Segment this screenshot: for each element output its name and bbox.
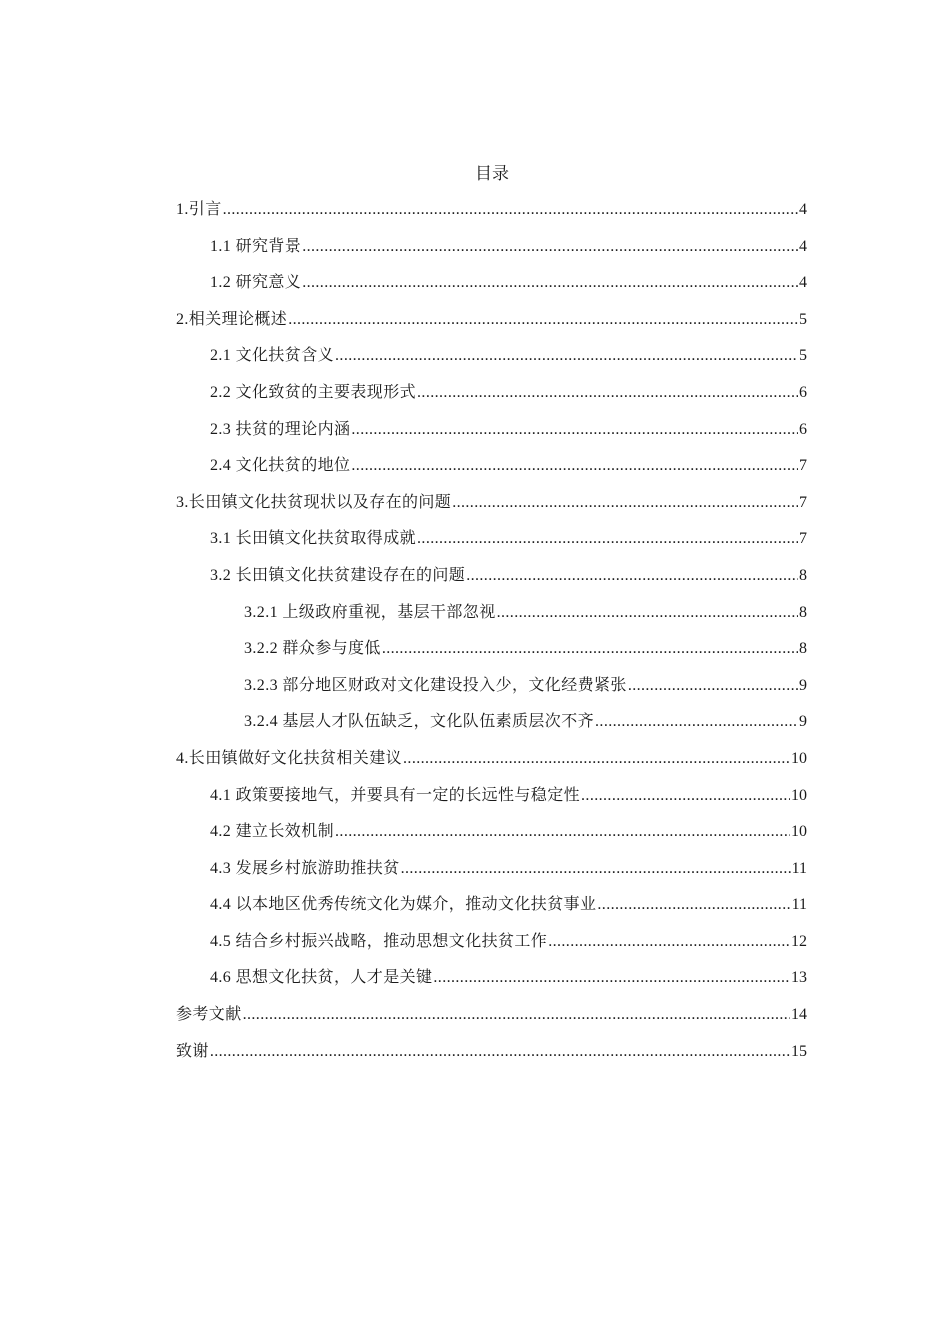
dot-leader bbox=[466, 562, 798, 590]
toc-entry-label: 3.1 长田镇文化扶贫取得成就 bbox=[210, 530, 417, 548]
toc-entry[interactable] bbox=[176, 562, 807, 599]
dot-leader bbox=[401, 855, 791, 883]
toc-entry-label: 4.2 建立长效机制 bbox=[210, 823, 335, 841]
toc-entry[interactable] bbox=[176, 964, 807, 1001]
toc-entry-page: 7 bbox=[799, 457, 807, 475]
toc-entry[interactable] bbox=[176, 818, 807, 855]
toc-entry[interactable] bbox=[176, 269, 807, 306]
dot-leader bbox=[223, 196, 798, 224]
dot-leader bbox=[433, 964, 790, 992]
toc-entry-page: 4 bbox=[799, 237, 807, 255]
toc-entry-label: 3.2.2 群众参与度低 bbox=[244, 640, 381, 658]
toc-entry[interactable] bbox=[176, 1038, 807, 1075]
toc-entry[interactable] bbox=[176, 489, 807, 526]
toc-entry-page: 11 bbox=[791, 859, 807, 877]
dot-leader bbox=[382, 635, 798, 663]
toc-entry[interactable] bbox=[176, 599, 807, 636]
toc-entry-page: 8 bbox=[799, 603, 807, 621]
toc-entry-label: 2.1 文化扶贫含义 bbox=[210, 347, 335, 365]
toc-entry-page: 10 bbox=[791, 749, 807, 767]
toc-entry-label: 4.6 思想文化扶贫，人才是关键 bbox=[210, 969, 433, 987]
dot-leader bbox=[628, 672, 798, 700]
toc-entry-label: 3.2.3 部分地区财政对文化建设投入少，文化经费紧张 bbox=[244, 676, 627, 694]
toc-entry-page: 5 bbox=[799, 347, 807, 365]
toc-entry[interactable] bbox=[176, 233, 807, 270]
toc-entry-page: 8 bbox=[799, 566, 807, 584]
toc-entry-page: 6 bbox=[799, 383, 807, 401]
toc-entry-page: 4 bbox=[799, 274, 807, 292]
toc-entry-page: 10 bbox=[791, 786, 807, 804]
dot-leader bbox=[335, 818, 790, 846]
toc-entry[interactable] bbox=[176, 379, 807, 416]
toc-entry[interactable] bbox=[176, 306, 807, 343]
toc-entry-page: 11 bbox=[791, 896, 807, 914]
toc-entry-page: 14 bbox=[791, 1006, 807, 1024]
toc-entry-label: 2.相关理论概述 bbox=[176, 310, 288, 328]
dot-leader bbox=[351, 416, 798, 444]
dot-leader bbox=[548, 928, 790, 956]
toc-entry-page: 13 bbox=[791, 969, 807, 987]
dot-leader bbox=[403, 745, 790, 773]
toc-entry-label: 3.长田镇文化扶贫现状以及存在的问题 bbox=[176, 493, 452, 511]
toc-entry-label: 4.5 结合乡村振兴战略，推动思想文化扶贫工作 bbox=[210, 932, 548, 950]
dot-leader bbox=[351, 452, 798, 480]
toc-entry[interactable] bbox=[176, 855, 807, 892]
toc-entry[interactable] bbox=[176, 745, 807, 782]
toc-entry-page: 9 bbox=[799, 676, 807, 694]
toc-entry-label: 3.2 长田镇文化扶贫建设存在的问题 bbox=[210, 566, 466, 584]
toc-entry-page: 9 bbox=[799, 713, 807, 731]
toc-entry-page: 15 bbox=[791, 1042, 807, 1060]
toc-entry-label: 参考文献 bbox=[176, 1006, 242, 1024]
dot-leader bbox=[417, 525, 798, 553]
toc-entry-page: 5 bbox=[799, 310, 807, 328]
toc-entry[interactable] bbox=[176, 708, 807, 745]
dot-leader bbox=[335, 342, 798, 370]
toc-entry[interactable] bbox=[176, 1001, 807, 1038]
toc-entry-label: 1.引言 bbox=[176, 201, 222, 218]
toc-entry-label: 4.长田镇做好文化扶贫相关建议 bbox=[176, 749, 403, 767]
toc-entry-label: 2.2 文化致贫的主要表现形式 bbox=[210, 383, 417, 401]
toc-entry[interactable] bbox=[176, 782, 807, 819]
toc-entry-label: 4.3 发展乡村旅游助推扶贫 bbox=[210, 859, 400, 877]
toc-entry-page: 7 bbox=[799, 530, 807, 548]
dot-leader bbox=[595, 708, 798, 736]
toc-entry-page: 6 bbox=[799, 420, 807, 438]
toc-entry[interactable] bbox=[176, 452, 807, 489]
toc-entry-label: 3.2.4 基层人才队伍缺乏，文化队伍素质层次不齐 bbox=[244, 713, 595, 731]
toc-entry-label: 4.4 以本地区优秀传统文化为媒介，推动文化扶贫事业 bbox=[210, 896, 597, 914]
toc-entry[interactable] bbox=[176, 416, 807, 453]
toc-entry-page: 7 bbox=[799, 493, 807, 511]
dot-leader bbox=[288, 306, 798, 334]
toc-entry-label: 4.1 政策要接地气，并要具有一定的长远性与稳定性 bbox=[210, 786, 581, 804]
toc-entry-page: 12 bbox=[791, 932, 807, 950]
toc-entry-page: 8 bbox=[799, 640, 807, 658]
toc-entry-label: 2.4 文化扶贫的地位 bbox=[210, 457, 351, 475]
toc-entry[interactable] bbox=[176, 196, 807, 233]
dot-leader bbox=[597, 891, 790, 919]
toc-entry[interactable] bbox=[176, 672, 807, 709]
dot-leader bbox=[243, 1001, 790, 1029]
toc-entry-page: 4 bbox=[799, 201, 807, 218]
toc-entry[interactable] bbox=[176, 635, 807, 672]
dot-leader bbox=[417, 379, 798, 407]
dot-leader bbox=[452, 489, 798, 517]
dot-leader bbox=[497, 599, 798, 627]
dot-leader bbox=[581, 782, 790, 810]
toc-entry[interactable] bbox=[176, 342, 807, 379]
dot-leader bbox=[210, 1038, 790, 1066]
toc-entry-label: 1.2 研究意义 bbox=[210, 274, 302, 292]
toc-entry[interactable] bbox=[176, 525, 807, 562]
toc-entry-label: 致谢 bbox=[176, 1042, 209, 1060]
dot-leader bbox=[302, 233, 798, 261]
toc-entry-label: 3.2.1 上级政府重视，基层干部忽视 bbox=[244, 603, 496, 621]
toc-entry-page: 10 bbox=[791, 823, 807, 841]
toc-entry-label: 1.1 研究背景 bbox=[210, 237, 302, 255]
toc-entry[interactable] bbox=[176, 928, 807, 965]
dot-leader bbox=[302, 269, 798, 297]
toc-entry-label: 2.3 扶贫的理论内涵 bbox=[210, 420, 351, 438]
toc-entry[interactable] bbox=[176, 891, 807, 928]
table-of-contents bbox=[176, 196, 807, 1074]
toc-title: 目录 bbox=[475, 164, 509, 183]
